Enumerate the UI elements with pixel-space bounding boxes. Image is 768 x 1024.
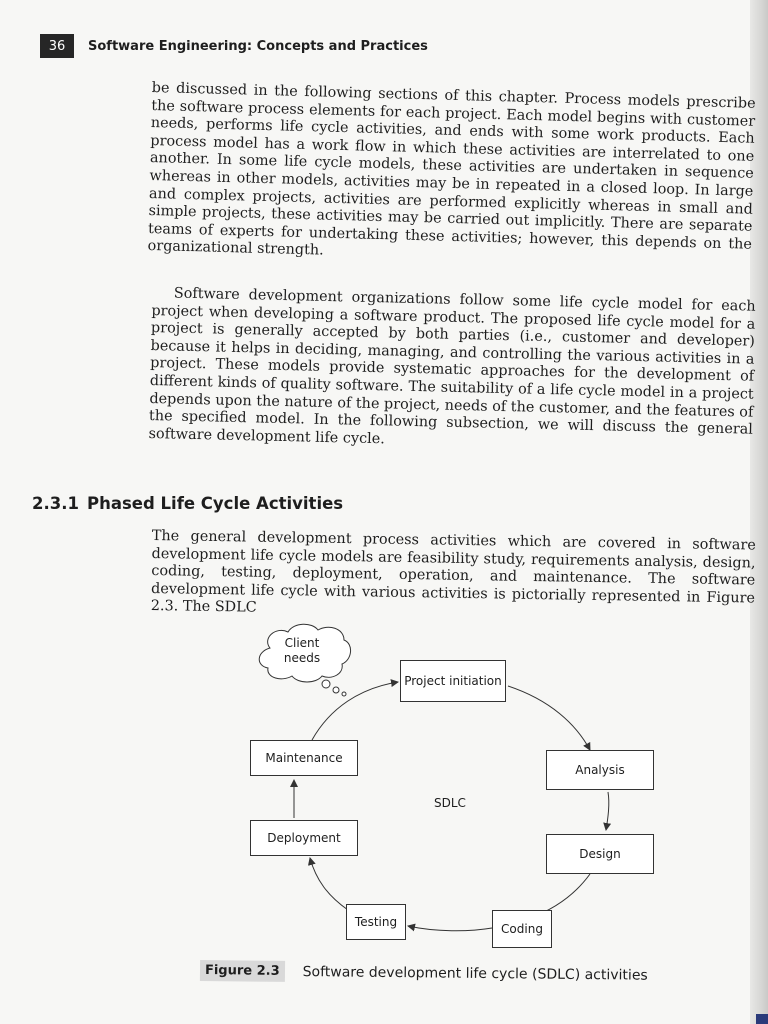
page-number: 36 bbox=[40, 34, 74, 58]
running-title: Software Engineering: Concepts and Practices bbox=[88, 38, 428, 54]
figure-label: Figure 2.3 bbox=[200, 960, 285, 982]
corner-mark bbox=[756, 1014, 768, 1024]
figure-caption bbox=[200, 960, 648, 986]
node-project-initiation: Project initiation bbox=[400, 660, 506, 702]
node-maintenance: Maintenance bbox=[250, 740, 358, 776]
page-header bbox=[40, 34, 428, 58]
node-design: Design bbox=[546, 834, 654, 874]
node-coding: Coding bbox=[492, 910, 552, 948]
node-analysis: Analysis bbox=[546, 750, 654, 790]
node-deployment: Deployment bbox=[250, 820, 358, 856]
paragraph-1-text: be discussed in the following sections of this chapter. Process models prescribe the software process elements for each project. Each model begins with customer needs, performs life cycle activities, and ends with some work products. Each process model has a work flow in which these activities are interrelated to one another. In some life cycle models, these activities are undertaken in sequence whereas in other models, activities may be in repeated in a closed loop. In large and complex projects, activities are performed explicitly whereas in small and simple projects, these activities may be carried out implicitly. There are separate teams of experts for undertaking these activities; however, this depends on the organizational strength. bbox=[147, 80, 756, 259]
paragraph-1 bbox=[147, 80, 755, 272]
thought-bubble-small bbox=[342, 692, 346, 696]
node-testing: Testing bbox=[346, 904, 406, 940]
paragraph-3 bbox=[151, 528, 756, 625]
sdlc-center-label: SDLC bbox=[434, 796, 466, 810]
client-needs-label: Client needs bbox=[283, 636, 321, 665]
figure-caption-text: Software development life cycle (SDLC) activities bbox=[302, 963, 648, 984]
arrow-testing-to-deployment bbox=[310, 858, 348, 910]
arrow-initiation-to-analysis bbox=[508, 686, 590, 750]
thought-bubble-medium bbox=[333, 687, 339, 693]
arrow-maintenance-to-initiation bbox=[312, 682, 398, 740]
arrow-coding-to-testing bbox=[408, 926, 492, 931]
thought-bubble-large bbox=[322, 680, 330, 688]
section-heading bbox=[32, 494, 343, 513]
sdlc-diagram bbox=[240, 620, 680, 960]
section-title: Phased Life Cycle Activities bbox=[86, 494, 344, 513]
paragraph-3-text: The general development process activities which are covered in software development life cycle models are feasibility study, requirements analysis, design, coding, testing, deployment, operation, and maintenance. The software development life cycle with various activities is pictorially represented in Figure 2.3. The SDLC bbox=[150, 528, 756, 617]
paragraph-2-text: Software development organizations follow some life cycle model for each project when developing a software product. The proposed life cycle model for a project is generally accepted by both parties (i.e., customer and developer) because it helps in deciding, managing, and controlling the various activities in a project. These models provide systematic approaches for the development of different kinds of quality software. The suitability of a life cycle model in a project depends upon the nature of the project, needs of the customer, and the features of the specified model. In the following subsection, we will discuss the general software development life cycle. bbox=[148, 285, 756, 448]
section-number: 2.3.1 bbox=[32, 494, 79, 513]
arrow-analysis-to-design bbox=[606, 792, 609, 830]
paragraph-2 bbox=[148, 285, 755, 457]
